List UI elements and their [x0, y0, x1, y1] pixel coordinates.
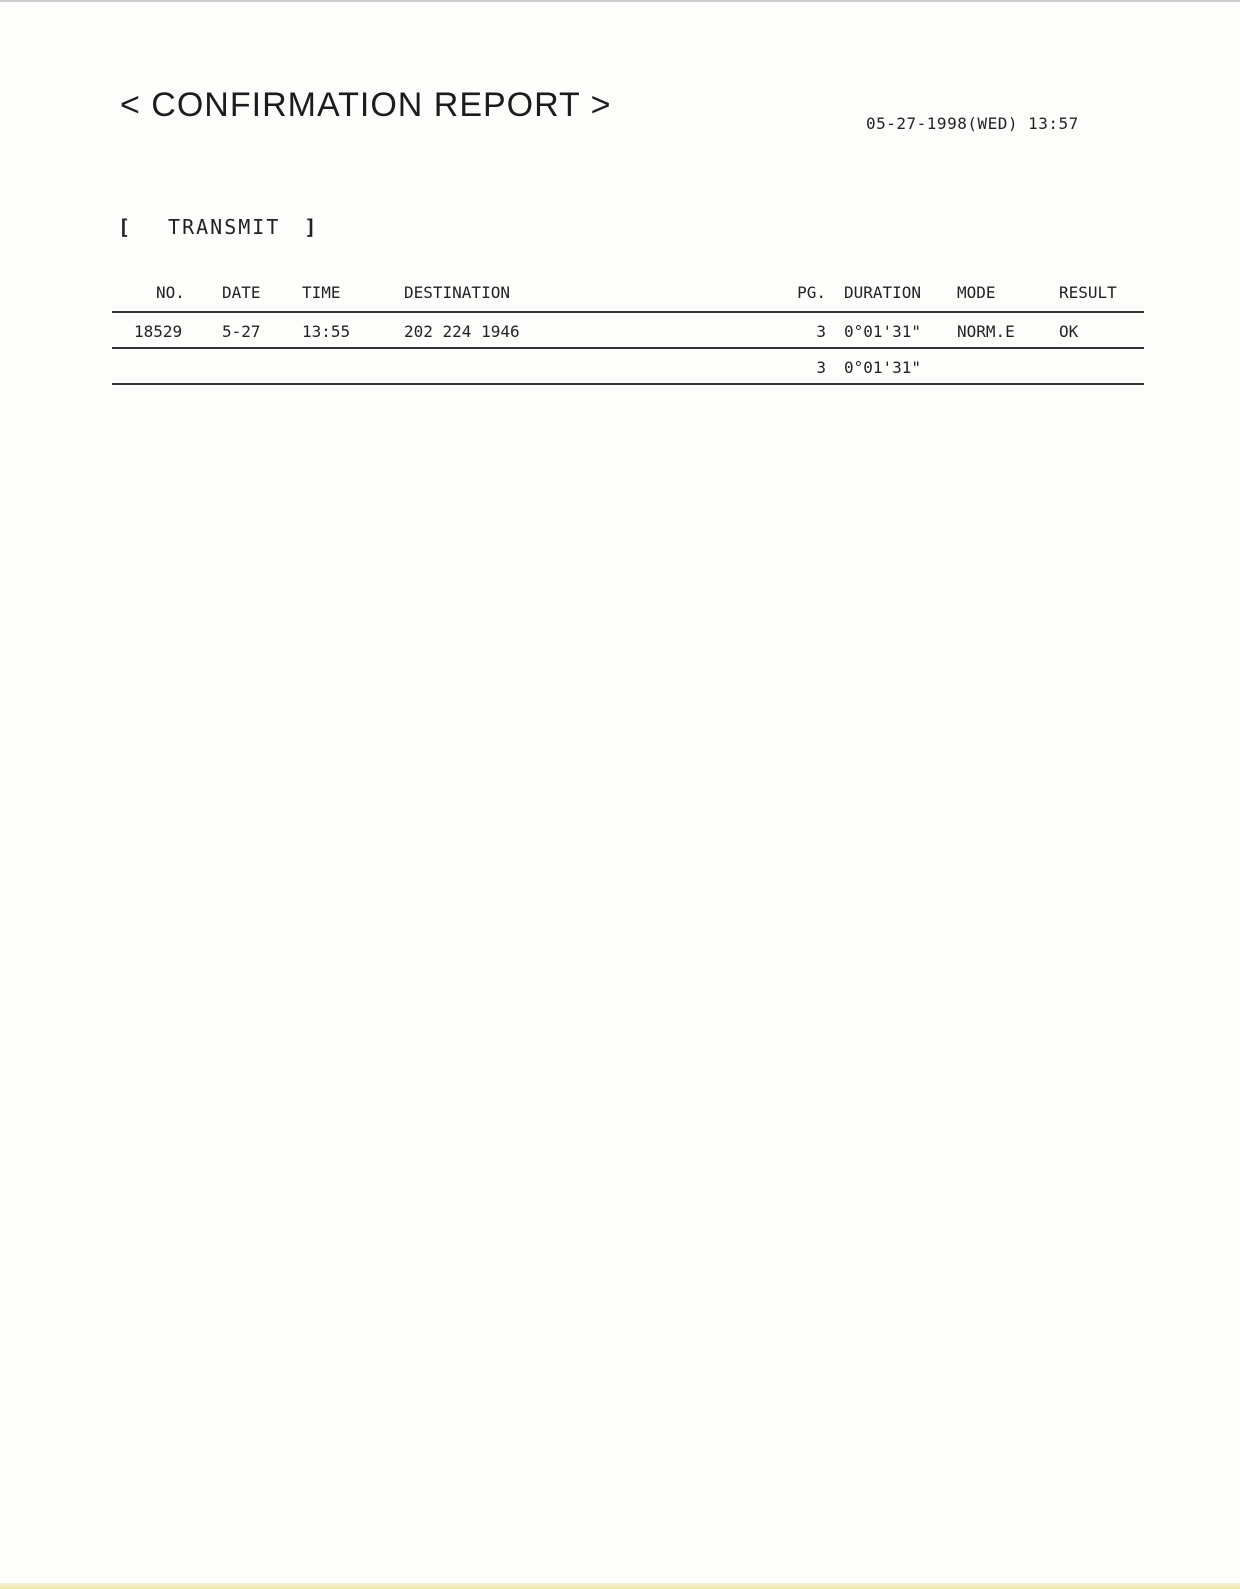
transmission-table: [112, 275, 1144, 385]
row-duration: 0°01'31": [844, 322, 922, 341]
table-header-row: [112, 275, 1144, 313]
row-time: 13:55: [302, 322, 351, 341]
section-close-bracket: ]: [304, 215, 319, 239]
report-title: < CONFIRMATION REPORT >: [120, 86, 612, 124]
header-destination: DESTINATION: [404, 283, 510, 302]
header-pages: PG.: [797, 283, 826, 302]
section-heading: [118, 215, 318, 239]
row-mode: NORM.E: [957, 322, 1015, 341]
row-pages: 3: [816, 322, 826, 341]
header-date: DATE: [222, 283, 261, 302]
page-top-edge: [0, 0, 1240, 8]
table-total-row: [112, 349, 1144, 385]
header-time: TIME: [302, 283, 341, 302]
row-destination: 202 224 1946: [404, 322, 520, 341]
header-no: NO.: [156, 283, 185, 302]
table-row: [112, 313, 1144, 349]
header-duration: DURATION: [844, 283, 922, 302]
section-label: TRANSMIT: [168, 215, 281, 239]
total-pages: 3: [816, 358, 826, 377]
total-duration: 0°01'31": [844, 358, 922, 377]
report-timestamp: 05-27-1998(WED) 13:57: [866, 114, 1079, 133]
row-no: 18529: [134, 322, 183, 341]
page-bottom-edge: [0, 1583, 1240, 1589]
section-open-bracket: [: [118, 215, 133, 239]
header-mode: MODE: [957, 283, 996, 302]
row-result: OK: [1059, 322, 1079, 341]
header-result: RESULT: [1059, 283, 1117, 302]
row-date: 5-27: [222, 322, 261, 341]
